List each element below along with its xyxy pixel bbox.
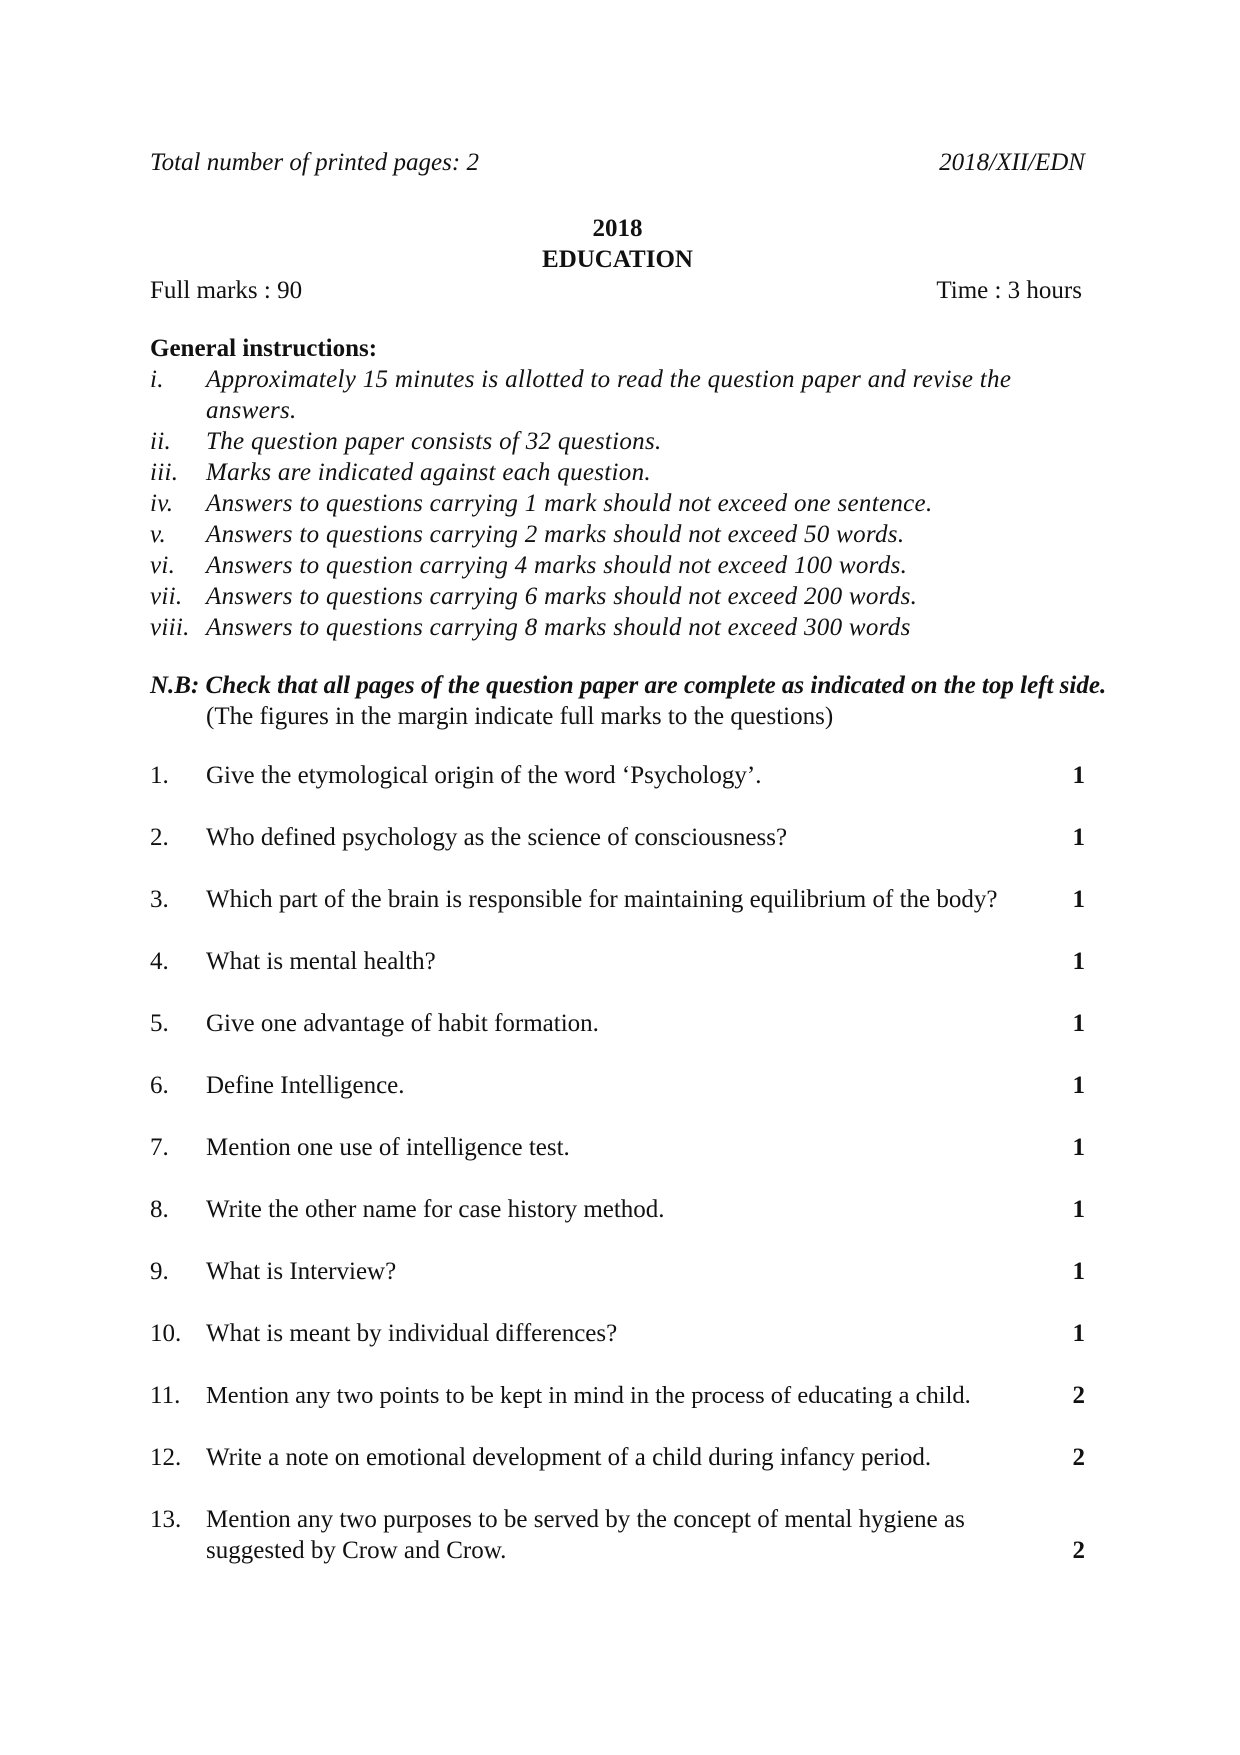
- question-item: [150, 1318, 1085, 1349]
- question-item: [150, 946, 1085, 977]
- instruction-number: vii.: [150, 583, 183, 610]
- question-text: Which part of the brain is responsible for maintaining equilibrium of the body?: [206, 886, 998, 913]
- time-allowed: Time : 3 hours: [936, 277, 1082, 304]
- instruction-number: viii.: [150, 614, 190, 641]
- instruction-item: [150, 581, 1210, 612]
- question-item: [150, 1504, 1085, 1566]
- question-item: [150, 1194, 1085, 1225]
- question-marks: 1: [1072, 762, 1085, 789]
- instruction-item: [150, 519, 1210, 550]
- question-text: Define Intelligence.: [206, 1072, 405, 1099]
- instruction-item: [150, 426, 1210, 457]
- instruction-text: Approximately 15 minutes is allotted to read the question paper and revise the answers.: [206, 366, 1012, 424]
- question-text: Write a note on emotional development of a child during infancy period.: [206, 1444, 932, 1471]
- question-number: 5.: [150, 1010, 169, 1037]
- instruction-text: Answers to question carrying 4 marks should not exceed 100 words.: [206, 552, 908, 579]
- marks-note: (The figures in the margin indicate full marks to the questions): [206, 703, 834, 730]
- page-header: [150, 147, 1085, 178]
- question-item: [150, 1256, 1085, 1287]
- question-number: 8.: [150, 1196, 169, 1223]
- instruction-item: [150, 612, 1210, 643]
- question-text: What is mental health?: [206, 948, 436, 975]
- instruction-item: [150, 550, 1210, 581]
- question-item: [150, 884, 1085, 915]
- question-number: 3.: [150, 886, 169, 913]
- question-text: Mention any two purposes to be served by the concept of mental hygiene as suggested by Crow and Crow.: [206, 1506, 965, 1564]
- question-number: 11.: [150, 1382, 181, 1409]
- question-item: [150, 1380, 1085, 1411]
- question-marks: 1: [1072, 1258, 1085, 1285]
- instruction-text: Answers to questions carrying 2 marks should not exceed 50 words.: [206, 521, 905, 548]
- instruction-number: i.: [150, 366, 164, 393]
- instruction-text: Answers to questions carrying 1 mark should not exceed one sentence.: [206, 490, 933, 517]
- title-block: [150, 213, 1085, 275]
- question-number: 6.: [150, 1072, 169, 1099]
- question-paper-page: [150, 147, 1210, 1597]
- subject-title: EDUCATION: [542, 246, 693, 273]
- question-marks: 2: [1072, 1444, 1085, 1471]
- question-marks: 1: [1072, 1134, 1085, 1161]
- general-instructions-heading: General instructions:: [150, 335, 378, 362]
- question-marks: 1: [1072, 1196, 1085, 1223]
- instruction-text: Marks are indicated against each question.: [206, 459, 651, 486]
- question-list: [150, 760, 1085, 1566]
- instruction-number: v.: [150, 521, 167, 548]
- question-text: Mention any two points to be kept in mind in the process of educating a child.: [206, 1382, 971, 1409]
- question-number: 12.: [150, 1444, 182, 1471]
- question-marks: 2: [1072, 1537, 1085, 1564]
- instruction-number: iii.: [150, 459, 179, 486]
- question-item: [150, 822, 1085, 853]
- question-marks: 1: [1072, 948, 1085, 975]
- instruction-text: The question paper consists of 32 questions.: [206, 428, 662, 455]
- question-marks: 2: [1072, 1382, 1085, 1409]
- question-item: [150, 1008, 1085, 1039]
- instruction-item: [150, 457, 1210, 488]
- instruction-number: iv.: [150, 490, 174, 517]
- question-marks: 1: [1072, 1072, 1085, 1099]
- question-text: Who defined psychology as the science of consciousness?: [206, 824, 788, 851]
- question-item: [150, 760, 1085, 791]
- printed-pages-note: Total number of printed pages: 2: [150, 149, 479, 176]
- instruction-item: [150, 488, 1210, 519]
- question-number: 1.: [150, 762, 169, 789]
- question-text: Give the etymological origin of the word ‘Psychology’.: [206, 762, 762, 789]
- question-marks: 1: [1072, 1010, 1085, 1037]
- instruction-number: ii.: [150, 428, 172, 455]
- question-number: 4.: [150, 948, 169, 975]
- question-text: What is Interview?: [206, 1258, 397, 1285]
- question-item: [150, 1442, 1085, 1473]
- question-item: [150, 1070, 1085, 1101]
- question-text: Write the other name for case history method.: [206, 1196, 665, 1223]
- full-marks: Full marks : 90: [150, 277, 303, 304]
- question-marks: 1: [1072, 824, 1085, 851]
- nb-note: N.B: Check that all pages of the question paper are complete as indicated on the top left side.: [150, 672, 1107, 699]
- question-item: [150, 1132, 1085, 1163]
- instruction-item: [150, 364, 1210, 426]
- question-number: 2.: [150, 824, 169, 851]
- instruction-number: vi.: [150, 552, 176, 579]
- exam-year: 2018: [592, 215, 643, 242]
- question-number: 10.: [150, 1320, 182, 1347]
- question-marks: 1: [1072, 886, 1085, 913]
- question-text: Mention one use of intelligence test.: [206, 1134, 570, 1161]
- question-marks: 1: [1072, 1320, 1085, 1347]
- general-instructions-list: [150, 364, 1210, 643]
- instruction-text: Answers to questions carrying 8 marks should not exceed 300 words: [206, 614, 911, 641]
- question-text: Give one advantage of habit formation.: [206, 1010, 599, 1037]
- question-text: What is meant by individual differences?: [206, 1320, 618, 1347]
- paper-code: 2018/XII/EDN: [939, 149, 1085, 176]
- question-number: 13.: [150, 1506, 182, 1533]
- question-number: 9.: [150, 1258, 169, 1285]
- marks-time-row: [150, 275, 1082, 306]
- instruction-text: Answers to questions carrying 6 marks should not exceed 200 words.: [206, 583, 918, 610]
- question-number: 7.: [150, 1134, 169, 1161]
